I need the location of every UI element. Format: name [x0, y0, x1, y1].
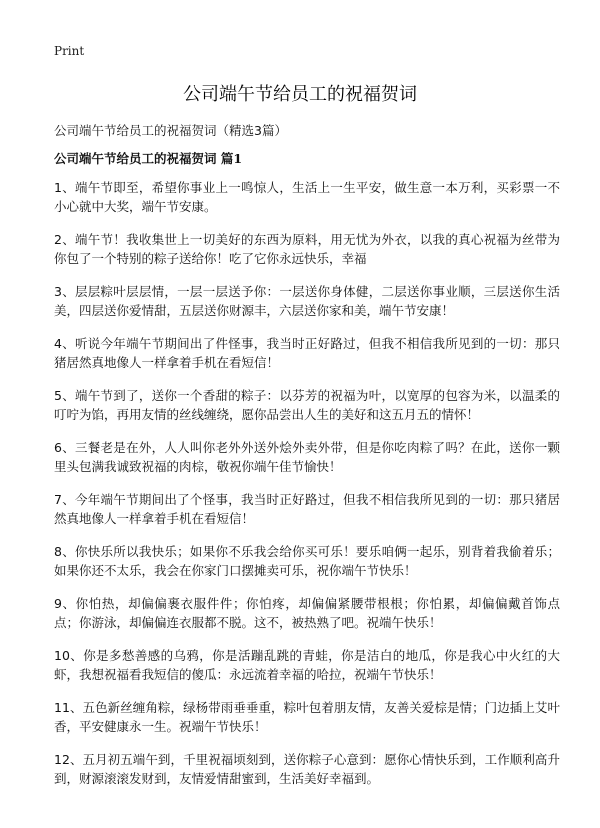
wish-list: [54, 178, 560, 802]
wish-item-5: 5、端午节到了，送你一个香甜的粽子：以芬芳的祝福为叶，以宽厚的包容为米，以温柔的叮咛为馅，再用友情的丝线缠绕，愿你品尝出人生的美好和这五月五的情怀！: [54, 388, 560, 422]
section-heading: 公司端午节给员工的祝福贺词 篇1: [54, 151, 243, 166]
wish-item-7: 7、今年端午节期间出了个怪事，我当时正好路过，但我不相信我所见到的一切：那只猪居然真地像人一样拿着手机在看短信！: [54, 492, 560, 526]
wish-item-2: 2、端午节！我收集世上一切美好的东西为原料，用无忧为外衣，以我的真心祝福为丝带为你包了一个特别的粽子送给你！吃了它你永远快乐，幸福: [54, 232, 560, 266]
document-subtitle: 公司端午节给员工的祝福贺词（精选3篇）: [54, 123, 287, 138]
wish-item-6: 6、三餐老是在外，人人叫你老外外送外烩外卖外带，但是你吃肉粽了吗？在此，送你一颗里头包满我诚致祝福的肉棕，敬祝你端午佳节愉快！: [54, 440, 560, 474]
wish-item-4: 4、听说今年端午节期间出了件怪事，我当时正好路过，但我不相信我所见到的一切：那只猪居然真地像人一样拿着手机在看短信！: [54, 336, 560, 370]
wish-item-10: 10、你是多愁善感的乌鸦，你是活蹦乱跳的青蛙，你是洁白的地瓜，你是我心中火红的大虾，我想祝福看我短信的傻瓜：永远流着幸福的哈拉，祝端午节快乐！: [54, 648, 560, 682]
wish-item-11: 11、五色新丝缠角粽，绿杨带雨垂垂重，粽叶包着朋友情，友善关爱棕是情；门边插上艾叶香，平安健康永一生。祝端午节快乐！: [54, 700, 560, 734]
document-title: 公司端午节给员工的祝福贺词: [183, 84, 417, 105]
wish-item-9: 9、你怕热，却偏偏裹衣服件件；你怕疼，却偏偏紧腰带根根；你怕累，却偏偏戴首饰点点；你游泳，却偏偏连衣服都不脱。这不，被热熟了吧。祝端午快乐！: [54, 596, 560, 630]
wish-item-8: 8、你快乐所以我快乐；如果你不乐我会给你买可乐！要乐咱俩一起乐，别背着我偷着乐；如果你还不太乐，我会在你家门口摆摊卖可乐，祝你端午节快乐！: [54, 544, 560, 578]
print-label[interactable]: Print: [54, 44, 85, 58]
wish-item-12: 12、五月初五端午到，千里祝福顷刻到，送你粽子心意到：愿你心情快乐到，工作顺利高升到，财源滚滚发财到，友情爱情甜蜜到，生活美好幸福到。: [54, 752, 560, 786]
wish-item-3: 3、层层粽叶层层情，一层一层送予你：一层送你身体健，二层送你事业顺，三层送你生活美，四层送你爱情甜，五层送你财源丰，六层送你家和美，端午节安康！: [54, 284, 560, 318]
wish-item-1: 1、端午节即至，希望你事业上一鸣惊人，生活上一生平安，做生意一本万利，买彩票一不小心就中大奖，端午节安康。: [54, 180, 560, 214]
